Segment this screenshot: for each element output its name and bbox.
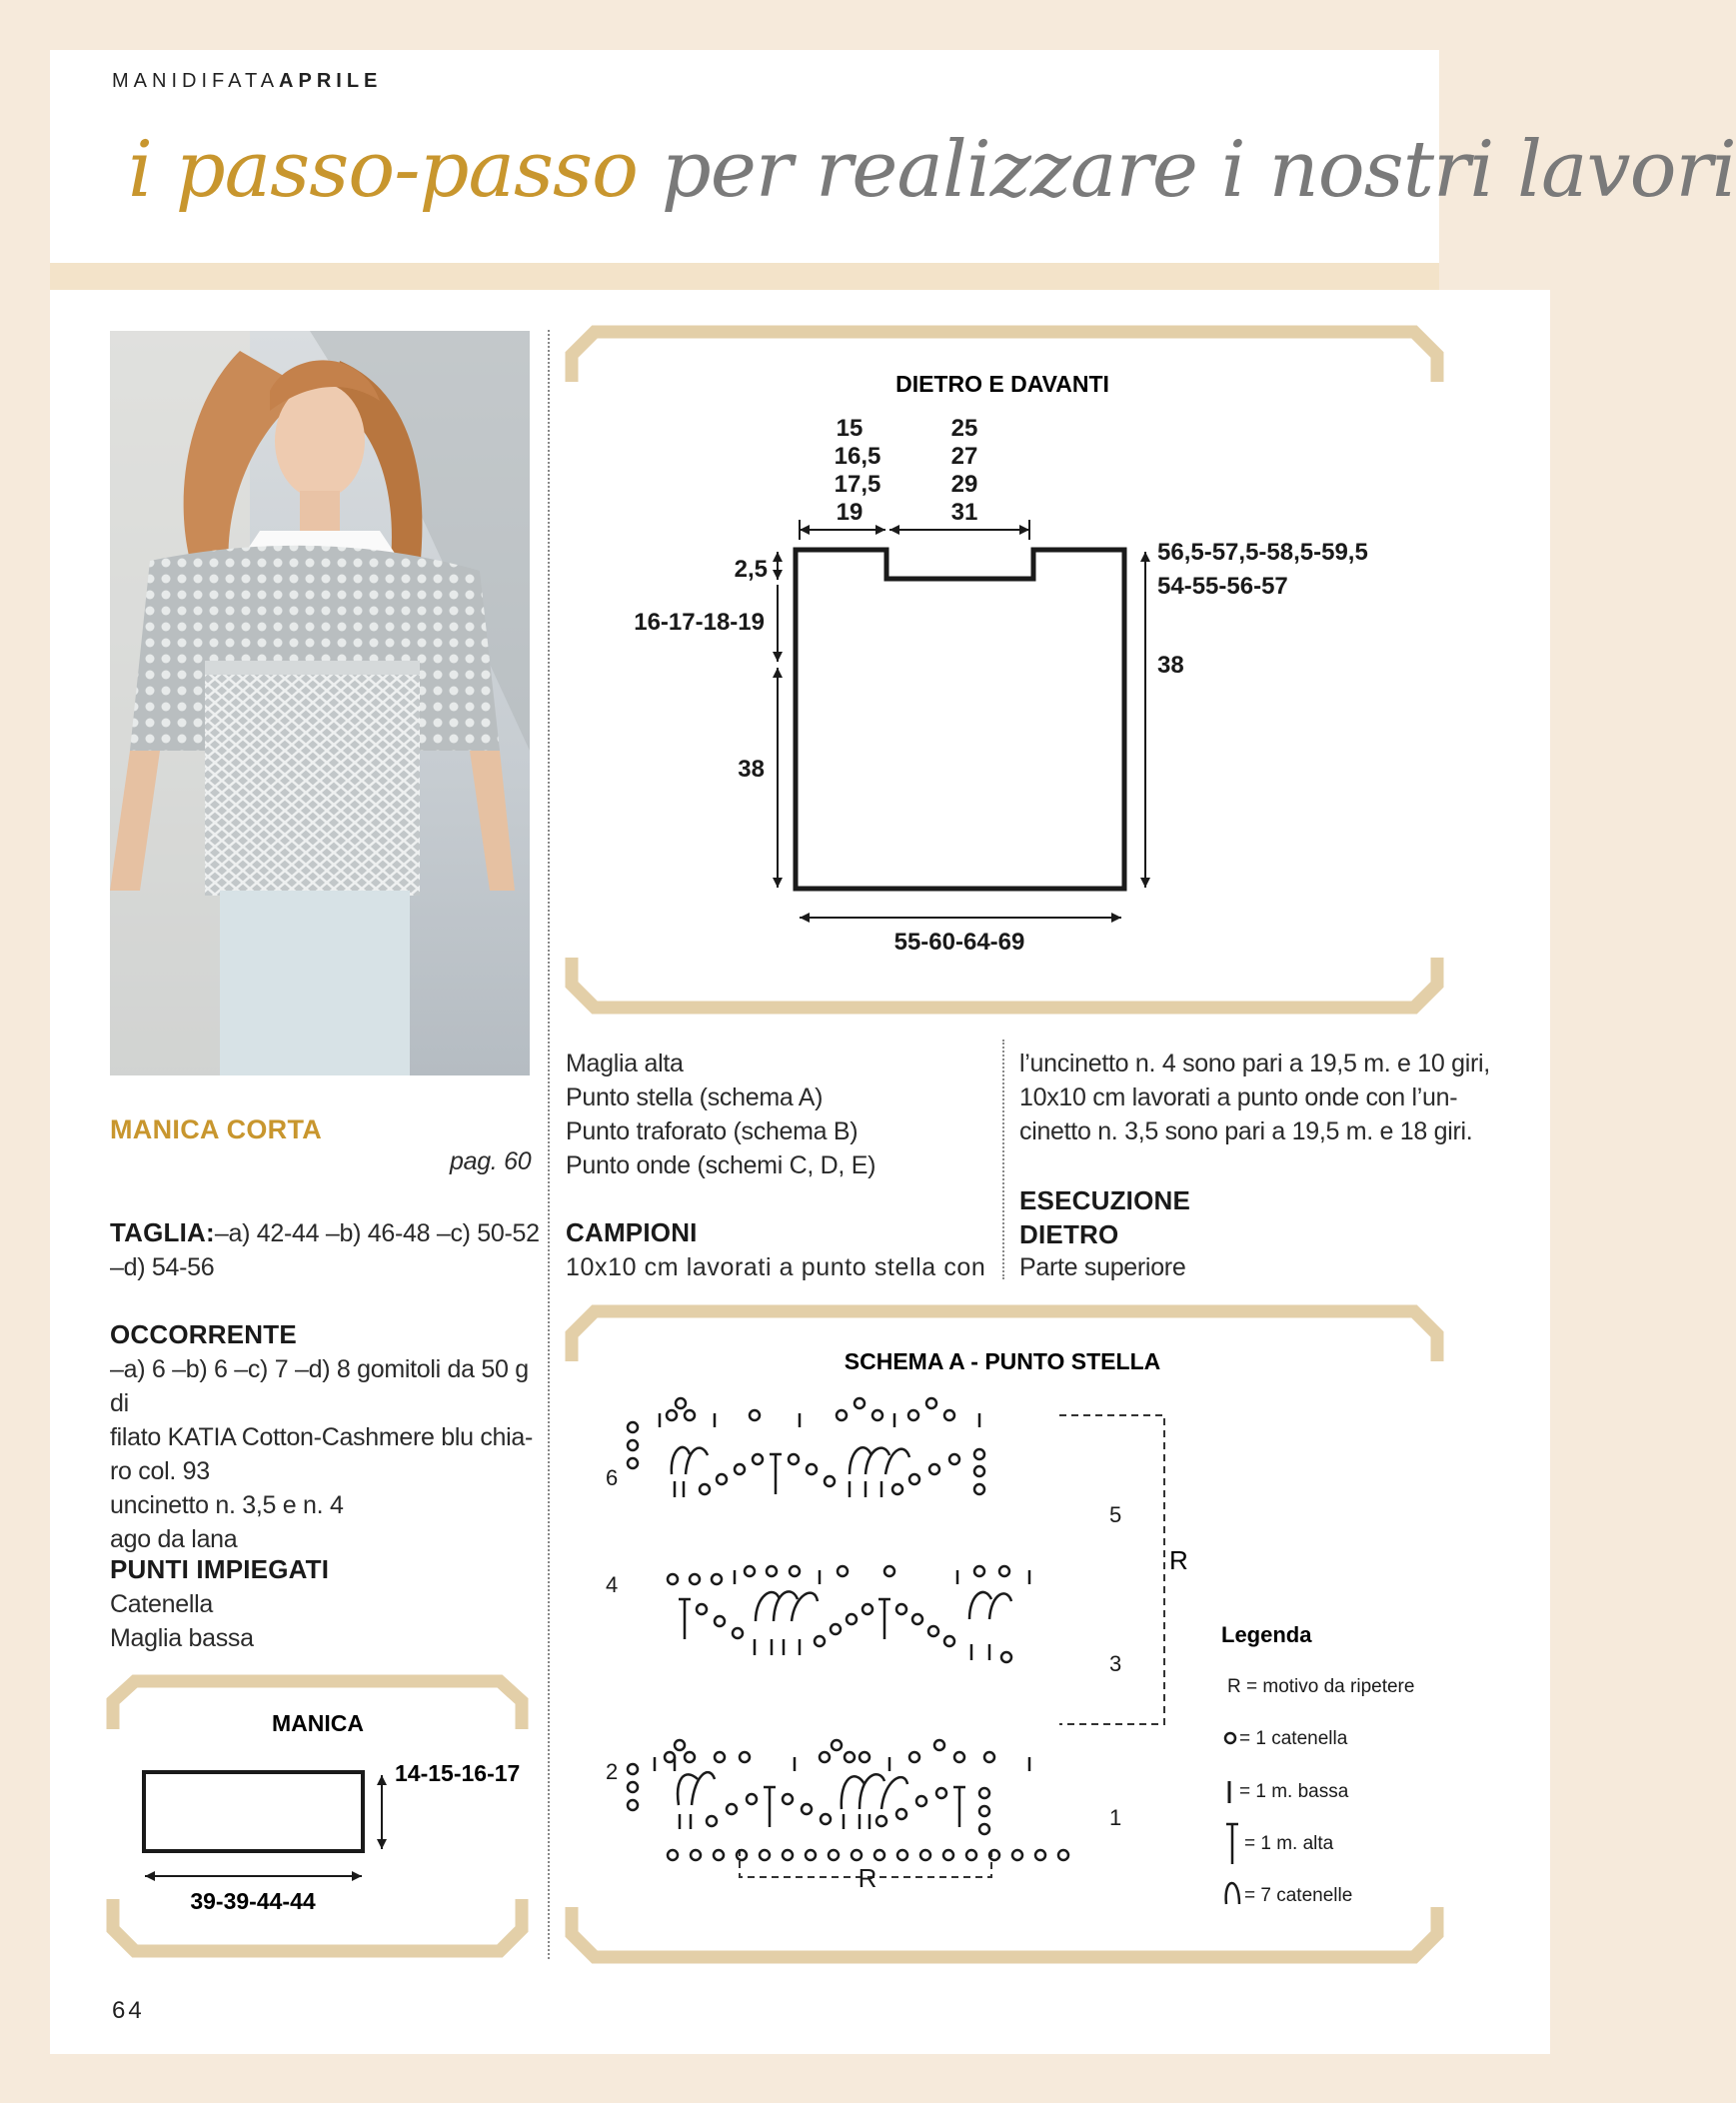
dim-height-3: 38: [1157, 652, 1184, 679]
neck-left-value: 15: [836, 415, 864, 442]
campioni-continued: [1019, 1047, 1490, 1148]
punti-line: Maglia bassa: [110, 1624, 254, 1652]
occorrente-line: filato KATIA Cotton-Cashmere blu chia-: [110, 1423, 534, 1451]
punti-heading: PUNTI IMPIEGATI: [110, 1554, 330, 1584]
stitch-row-5-6: [628, 1398, 984, 1497]
garment-outline: [796, 550, 1124, 889]
dietro-davanti-diagram: [560, 330, 1439, 1010]
text-line: l’uncinetto n. 4 sono pari a 19,5 m. e 10 giri,: [1019, 1050, 1490, 1077]
model-photo: [110, 331, 530, 1075]
schema-a-chart: [560, 1309, 1439, 1959]
section-heading: MANICA CORTA: [110, 1114, 323, 1144]
dim-2-5: 2,5: [734, 556, 768, 583]
neck-right-value: 27: [950, 443, 978, 470]
chain-icon: [1225, 1733, 1235, 1743]
dim-total-height: 56,5-57,5-58,5-59,5: [1157, 539, 1368, 566]
dim-body-height: 38: [738, 756, 765, 783]
text-line: 10x10 cm lavorati a punto onde con l’un-: [1019, 1083, 1458, 1111]
stitch-row-3-4: [668, 1566, 1029, 1662]
occorrente-line: –a) 6 –b) 6 –c) 7 –d) 8 gomitoli da 50 g di: [110, 1355, 529, 1417]
legend-item-double-crochet: = 1 m. alta: [1244, 1833, 1334, 1854]
occorrente-heading: OCCORRENTE: [110, 1319, 297, 1349]
sleeve-height-dim: 14-15-16-17: [395, 1760, 521, 1786]
row-label: 2: [606, 1759, 619, 1784]
punti-line: Punto stella (schema A): [566, 1083, 824, 1111]
legend-item-seven-chains: = 7 catenelle: [1244, 1885, 1353, 1906]
punti-continued: [566, 1047, 875, 1182]
legend-item-single-crochet: = 1 m. bassa: [1239, 1781, 1349, 1802]
row-label: 4: [606, 1572, 619, 1597]
stitch-symbols: [628, 1398, 1068, 1860]
neck-left-value: 16,5: [834, 443, 881, 470]
neck-left-value: 17,5: [834, 471, 881, 498]
taglia-line-2: –d) 54-56: [110, 1253, 215, 1281]
column-divider-2: [1002, 1040, 1004, 1279]
repeat-label-right: R: [1169, 1545, 1188, 1575]
row-label: 5: [1109, 1502, 1122, 1527]
seven-chain-icon: [1226, 1883, 1239, 1904]
legend-item-chain: = 1 catenella: [1239, 1728, 1348, 1749]
punti-line: Punto traforato (schema B): [566, 1117, 859, 1145]
legend: [1225, 1676, 1414, 1906]
text-line: cinetto n. 3,5 sono pari a 19,5 m. e 18 giri.: [1019, 1117, 1473, 1145]
page-reference: pag. 60: [450, 1147, 532, 1175]
double-crochet-icon: [1226, 1824, 1238, 1864]
neck-left-value: 19: [836, 499, 864, 526]
row-label: 1: [1109, 1805, 1122, 1830]
frame-bottom: [113, 1899, 522, 1951]
stitch-row-1-2: [628, 1740, 1029, 1834]
row-label: 3: [1109, 1651, 1122, 1676]
punti-list: [110, 1587, 254, 1655]
occorrente-line: uncinetto n. 3,5 e n. 4: [110, 1491, 344, 1519]
punti-line: Catenella: [110, 1590, 213, 1618]
header-strip: [50, 263, 1439, 290]
neck-right-value: 29: [950, 471, 978, 498]
taglia-block: [110, 1215, 540, 1284]
campioni-text: 10x10 cm lavorati a punto stella con: [566, 1253, 986, 1281]
manica-title: MANICA: [272, 1710, 364, 1736]
page-title: i passo-passo per realizzare i nostri lavori: [128, 125, 1736, 215]
neck-right-value: 25: [950, 415, 978, 442]
punti-line: Maglia alta: [566, 1050, 684, 1077]
diagram-title: DIETRO E DAVANTI: [895, 371, 1109, 397]
frame-bottom: [572, 958, 1437, 1008]
esecuzione-label: ESECUZIONE: [1019, 1185, 1191, 1215]
legend-title: Legenda: [1221, 1622, 1312, 1647]
punti-line: Punto onde (schemi C, D, E): [566, 1151, 876, 1179]
taglia-line-1: –a) 42-44 –b) 46-48 –c) 50-52: [214, 1219, 540, 1247]
base-chain-row: [668, 1850, 1068, 1860]
column-divider: [548, 330, 550, 1959]
sleeve-outline: [144, 1772, 363, 1851]
sleeve-width-dim: 39-39-44-44: [190, 1888, 316, 1914]
esecuzione-heading: [1019, 1183, 1190, 1251]
parte-superiore-text: Parte superiore: [1019, 1253, 1186, 1281]
dim-shoulder-depth: 16-17-18-19: [634, 609, 765, 636]
dim-height-2: 54-55-56-57: [1157, 573, 1288, 600]
frame-bottom: [572, 1907, 1437, 1957]
dietro-label: DIETRO: [1019, 1219, 1119, 1249]
taglia-label: TAGLIA:: [110, 1217, 215, 1247]
neck-right-value: 31: [950, 499, 978, 526]
occorrente-line: ago da lana: [110, 1525, 238, 1553]
magazine-header: MANIDIFATAAPRILE: [112, 70, 383, 92]
schema-title: SCHEMA A - PUNTO STELLA: [844, 1348, 1161, 1374]
legend-item-repeat: R = motivo da ripetere: [1227, 1676, 1415, 1697]
repeat-label-bottom: R: [858, 1863, 877, 1893]
repeat-bracket-right: [1059, 1415, 1164, 1724]
occorrente-line: ro col. 93: [110, 1457, 210, 1485]
campioni-heading: CAMPIONI: [566, 1217, 698, 1247]
row-label: 6: [606, 1465, 619, 1490]
dim-width: 55-60-64-69: [893, 929, 1025, 956]
occorrente-list: [110, 1352, 550, 1556]
manica-diagram: [105, 1679, 535, 1959]
page-number: 64: [112, 1997, 145, 2024]
